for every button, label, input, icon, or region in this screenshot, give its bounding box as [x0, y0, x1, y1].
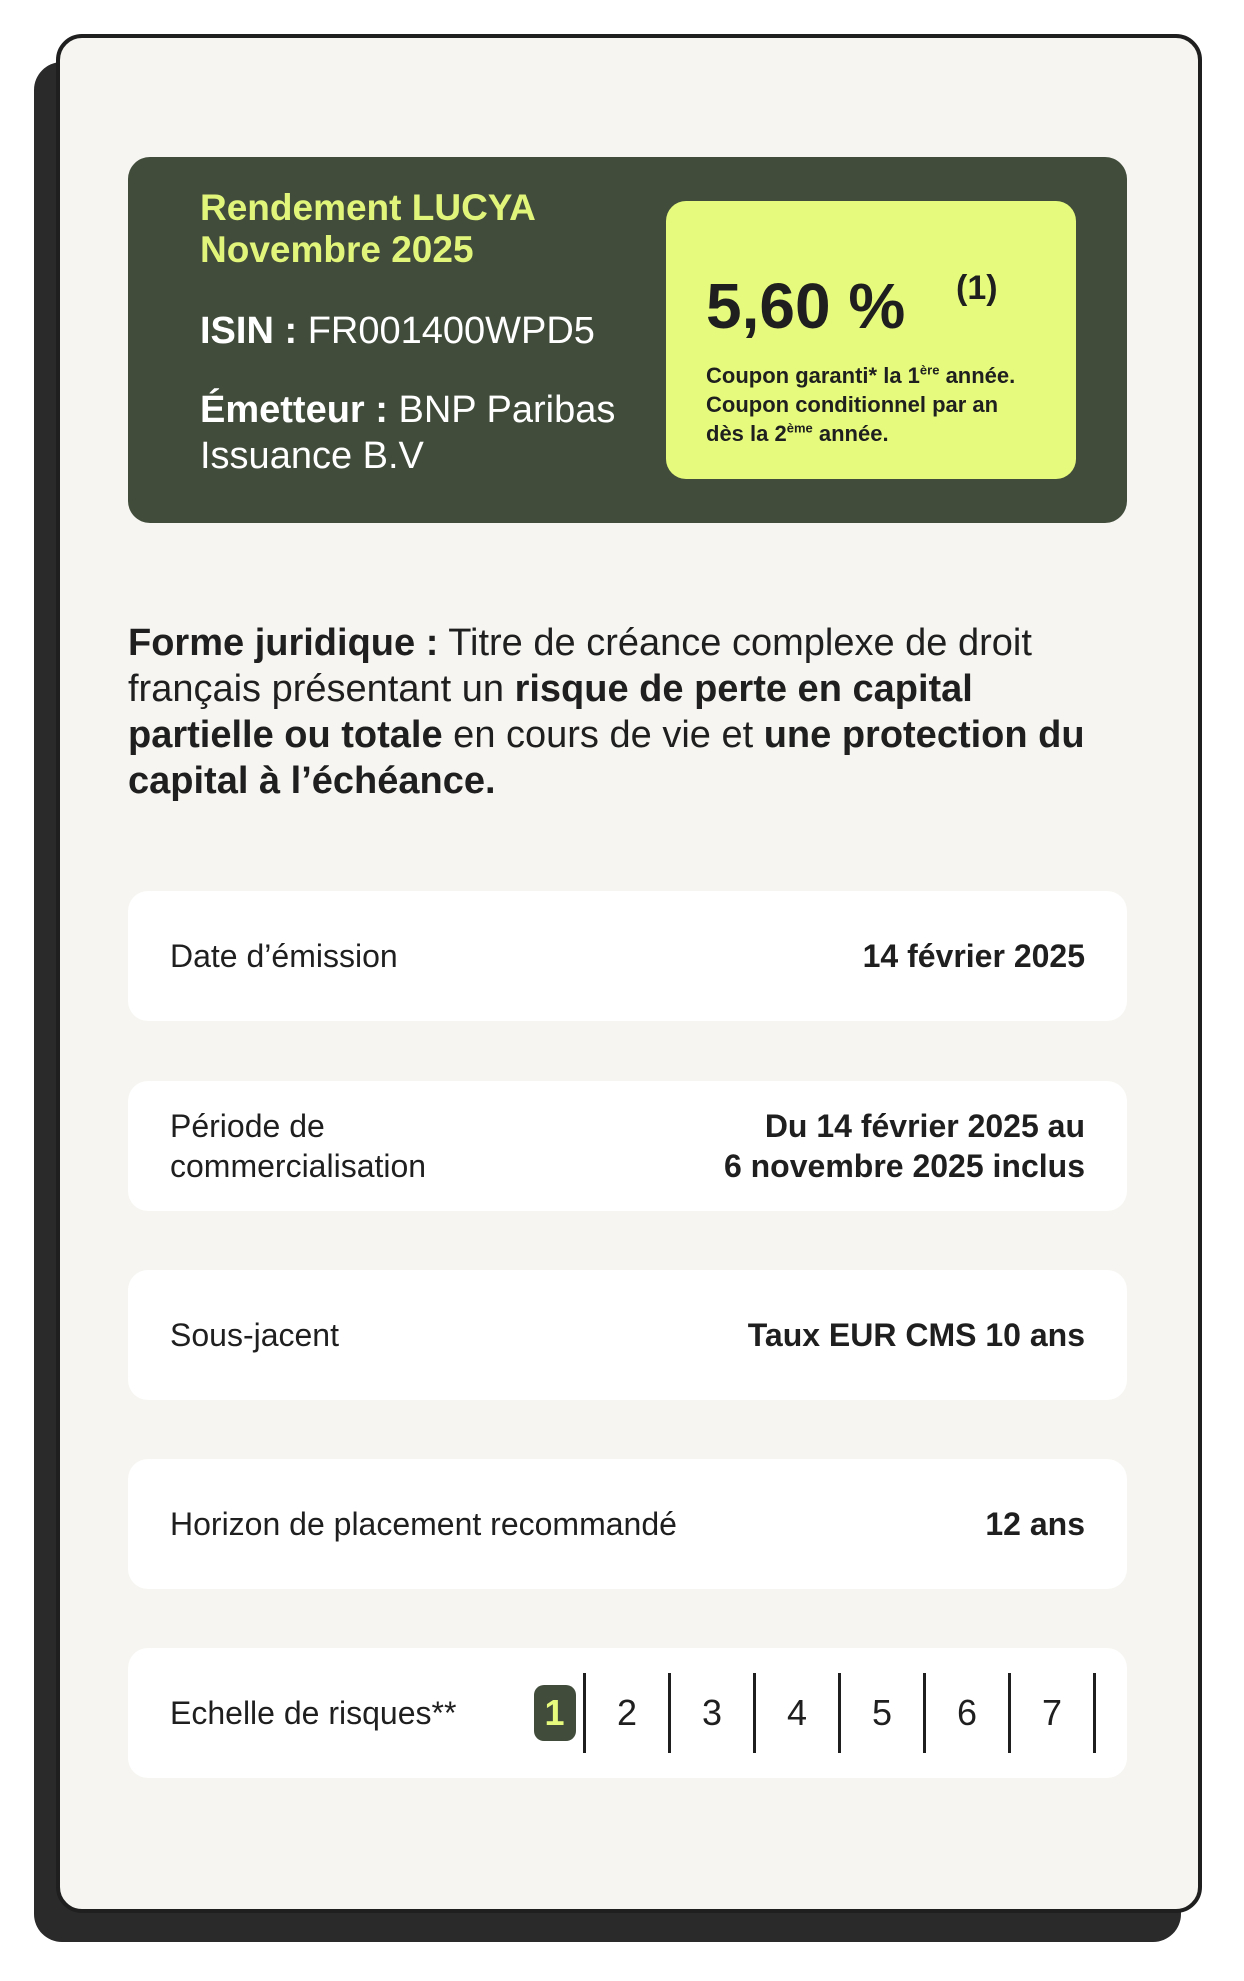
row-sous-jacent: [128, 1270, 1127, 1400]
risk-level-4: 4: [756, 1673, 841, 1753]
date-emission-value: 14 février 2025: [862, 938, 1085, 974]
isin: [200, 310, 595, 353]
rate-value: 5,60 %: [706, 270, 906, 342]
risk-level-2: 2: [586, 1673, 671, 1753]
periode-value: Du 14 février 2025 au 6 novembre 2025 inclus: [723, 1108, 1085, 1184]
periode-label: Période de commercialisation: [170, 1108, 427, 1184]
horizon-value: 12 ans: [985, 1506, 1085, 1542]
row-date-emission: [128, 891, 1127, 1021]
sous-jacent-label: Sous-jacent: [170, 1317, 339, 1353]
rate-desc-line1: Coupon garanti* la 1ère année.: [706, 362, 1016, 388]
isin-value: FR001400WPD5: [307, 310, 595, 352]
row-risque: [128, 1648, 1127, 1778]
forme-juridique: Forme juridique : Titre de créance complexe de droit français présentant un risque de perte en capital partielle ou totale en cours de vie et une protection du capital à l’échéance.: [128, 622, 1085, 802]
horizon-label: Horizon de placement recommandé: [170, 1506, 677, 1542]
date-emission-label: Date d’émission: [170, 938, 398, 974]
isin-label: ISIN :: [200, 310, 298, 352]
risk-level-3: 3: [671, 1673, 756, 1753]
rate-description: [706, 361, 1015, 448]
sous-jacent-value: Taux EUR CMS 10 ans: [747, 1317, 1085, 1353]
risk-level-5: 5: [841, 1673, 926, 1753]
rate-desc-line3: dès la 2ème année.: [706, 420, 889, 446]
emetteur-label: Émetteur :: [200, 389, 388, 431]
emetteur-value: BNP Paribas Issuance B.V: [200, 389, 616, 477]
product-title-line1: Rendement LUCYA: [200, 187, 536, 228]
product-header: [128, 157, 1127, 523]
emetteur: [200, 387, 640, 479]
row-horizon: [128, 1459, 1127, 1589]
product-title-line2: Novembre 2025: [200, 229, 474, 270]
rate-box: [666, 201, 1076, 479]
forme-label: Forme juridique :: [128, 622, 439, 664]
rate-footnote: (1): [956, 269, 998, 307]
risk-scale: [526, 1673, 1096, 1753]
product-title: [200, 187, 536, 271]
row-periode: [128, 1081, 1127, 1211]
risk-level-6: 6: [926, 1673, 1011, 1753]
risk-level-1: 1: [526, 1673, 586, 1753]
rate-desc-line2: Coupon conditionnel par an: [706, 392, 999, 417]
risk-level-7: 7: [1011, 1673, 1096, 1753]
risque-label: Echelle de risques**: [170, 1695, 457, 1731]
